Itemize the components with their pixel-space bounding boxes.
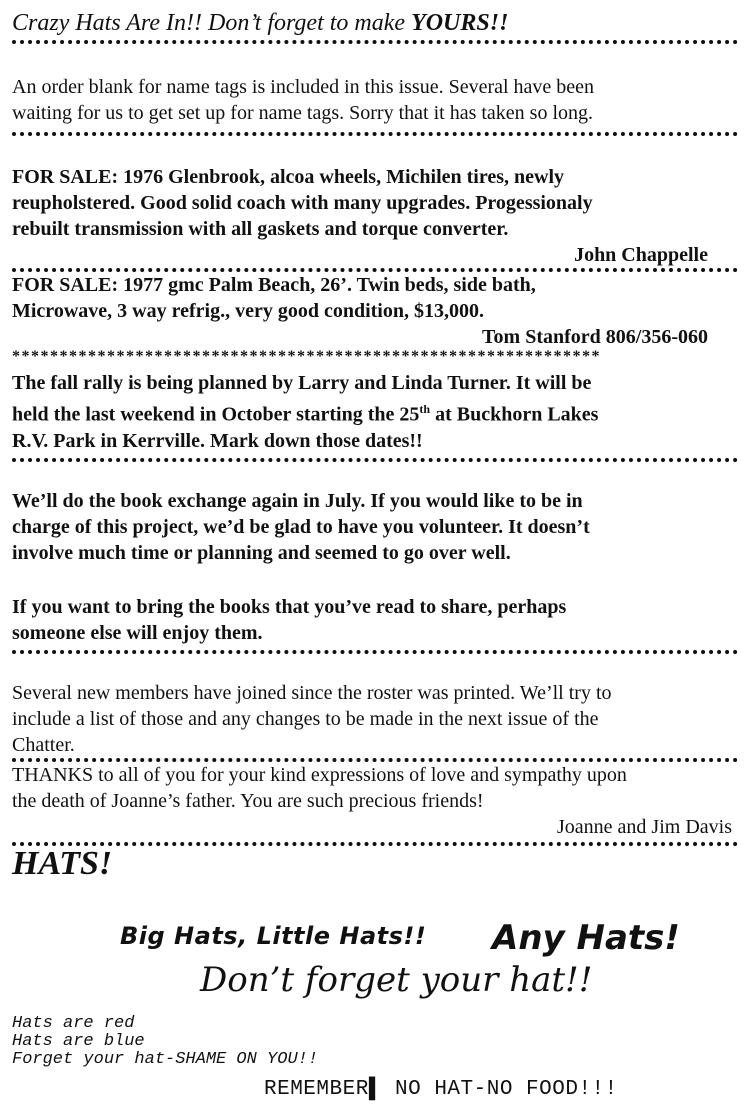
- sale1-signature: John Chappelle: [574, 244, 708, 266]
- sale2-line-2: Microwave, 3 way refrig., very good condition, $13,000.: [12, 300, 484, 322]
- books-line-3: involve much time or planning and seemed to go over well.: [12, 541, 511, 564]
- members-line-2: include a list of those and any changes to be made in the next issue of the: [12, 707, 599, 730]
- newsletter-page: [12, 8, 738, 882]
- remember-no-hat-text: REMEMBER▌ NO HAT-NO FOOD!!!: [264, 1078, 618, 1101]
- sale1-line-1: FOR SALE: 1976 Glenbrook, alcoa wheels, Michilen tires, newly: [12, 166, 565, 188]
- books-line-4: If you want to bring the books that you’ve read to share, perhaps: [12, 595, 567, 618]
- thanks-signature: Joanne and Jim Davis: [557, 815, 732, 838]
- books-line-5: someone else will enjoy them.: [12, 621, 263, 644]
- rally-ordinal-suffix: th: [419, 402, 431, 416]
- rally-line-2-rest: at Buckhorn Lakes: [430, 403, 599, 426]
- heading-text: Crazy Hats Are In!! Don’t forget to make: [12, 10, 412, 36]
- sale1-line-2: reupholstered. Good solid coach with many upgrades. Progessionaly: [12, 192, 593, 214]
- books-line-1: We’ll do the book exchange again in July. If you would like to be in: [12, 489, 583, 512]
- rally-line-1: The fall rally is being planned by Larry and Linda Turner. It will be: [12, 372, 592, 394]
- thanks-line-1: THANKS to all of you for your kind expressions of love and sympathy upon: [12, 763, 627, 786]
- rally-line-3: R.V. Park in Kerrville. Mark down those dates!!: [12, 429, 423, 452]
- rally-line-2: [12, 396, 738, 428]
- members-line-3: Chatter.: [12, 733, 75, 756]
- sale1-line-3: rebuilt transmission with all gaskets and torque converter.: [12, 218, 509, 240]
- any-hats-text: Any Hats!: [492, 918, 680, 958]
- members-line-1: Several new members have joined since the roster was printed. We’ll try to: [12, 681, 612, 704]
- asterisk-divider: **************************************************************: [12, 350, 601, 364]
- poem-line-2: Hats are blue: [12, 1032, 145, 1051]
- crazy-hats-heading: [12, 8, 738, 38]
- big-little-hats-text: Big Hats, Little Hats!!: [120, 922, 427, 950]
- rally-line-2-text: held the last weekend in October starting the 25: [12, 403, 420, 426]
- thanks-line-2: the death of Joanne’s father. You are such precious friends!: [12, 789, 484, 812]
- hat-poem: [12, 1015, 318, 1069]
- name-tags-line-1: An order blank for name tags is included in this issue. Several have been: [12, 76, 595, 98]
- name-tags-line-2: waiting for us to get set up for name tags. Sorry that it has taken so long.: [12, 102, 594, 124]
- poem-line-1: Hats are red: [12, 1014, 135, 1033]
- heading-emphasis: YOURS!!: [411, 10, 509, 36]
- poem-line-3: Forget your hat-SHAME ON YOU!!: [12, 1050, 319, 1069]
- books-line-2: charge of this project, we’d be glad to have you volunteer. It doesn’t: [12, 515, 590, 538]
- sale2-line-1: FOR SALE: 1977 gmc Palm Beach, 26’. Twin beds, side bath,: [12, 274, 536, 296]
- hats-title: HATS!: [12, 844, 113, 882]
- sale2-signature: Tom Stanford 806/356-060: [482, 326, 708, 348]
- dont-forget-hat-text: Don’t forget your hat!!: [200, 960, 593, 1000]
